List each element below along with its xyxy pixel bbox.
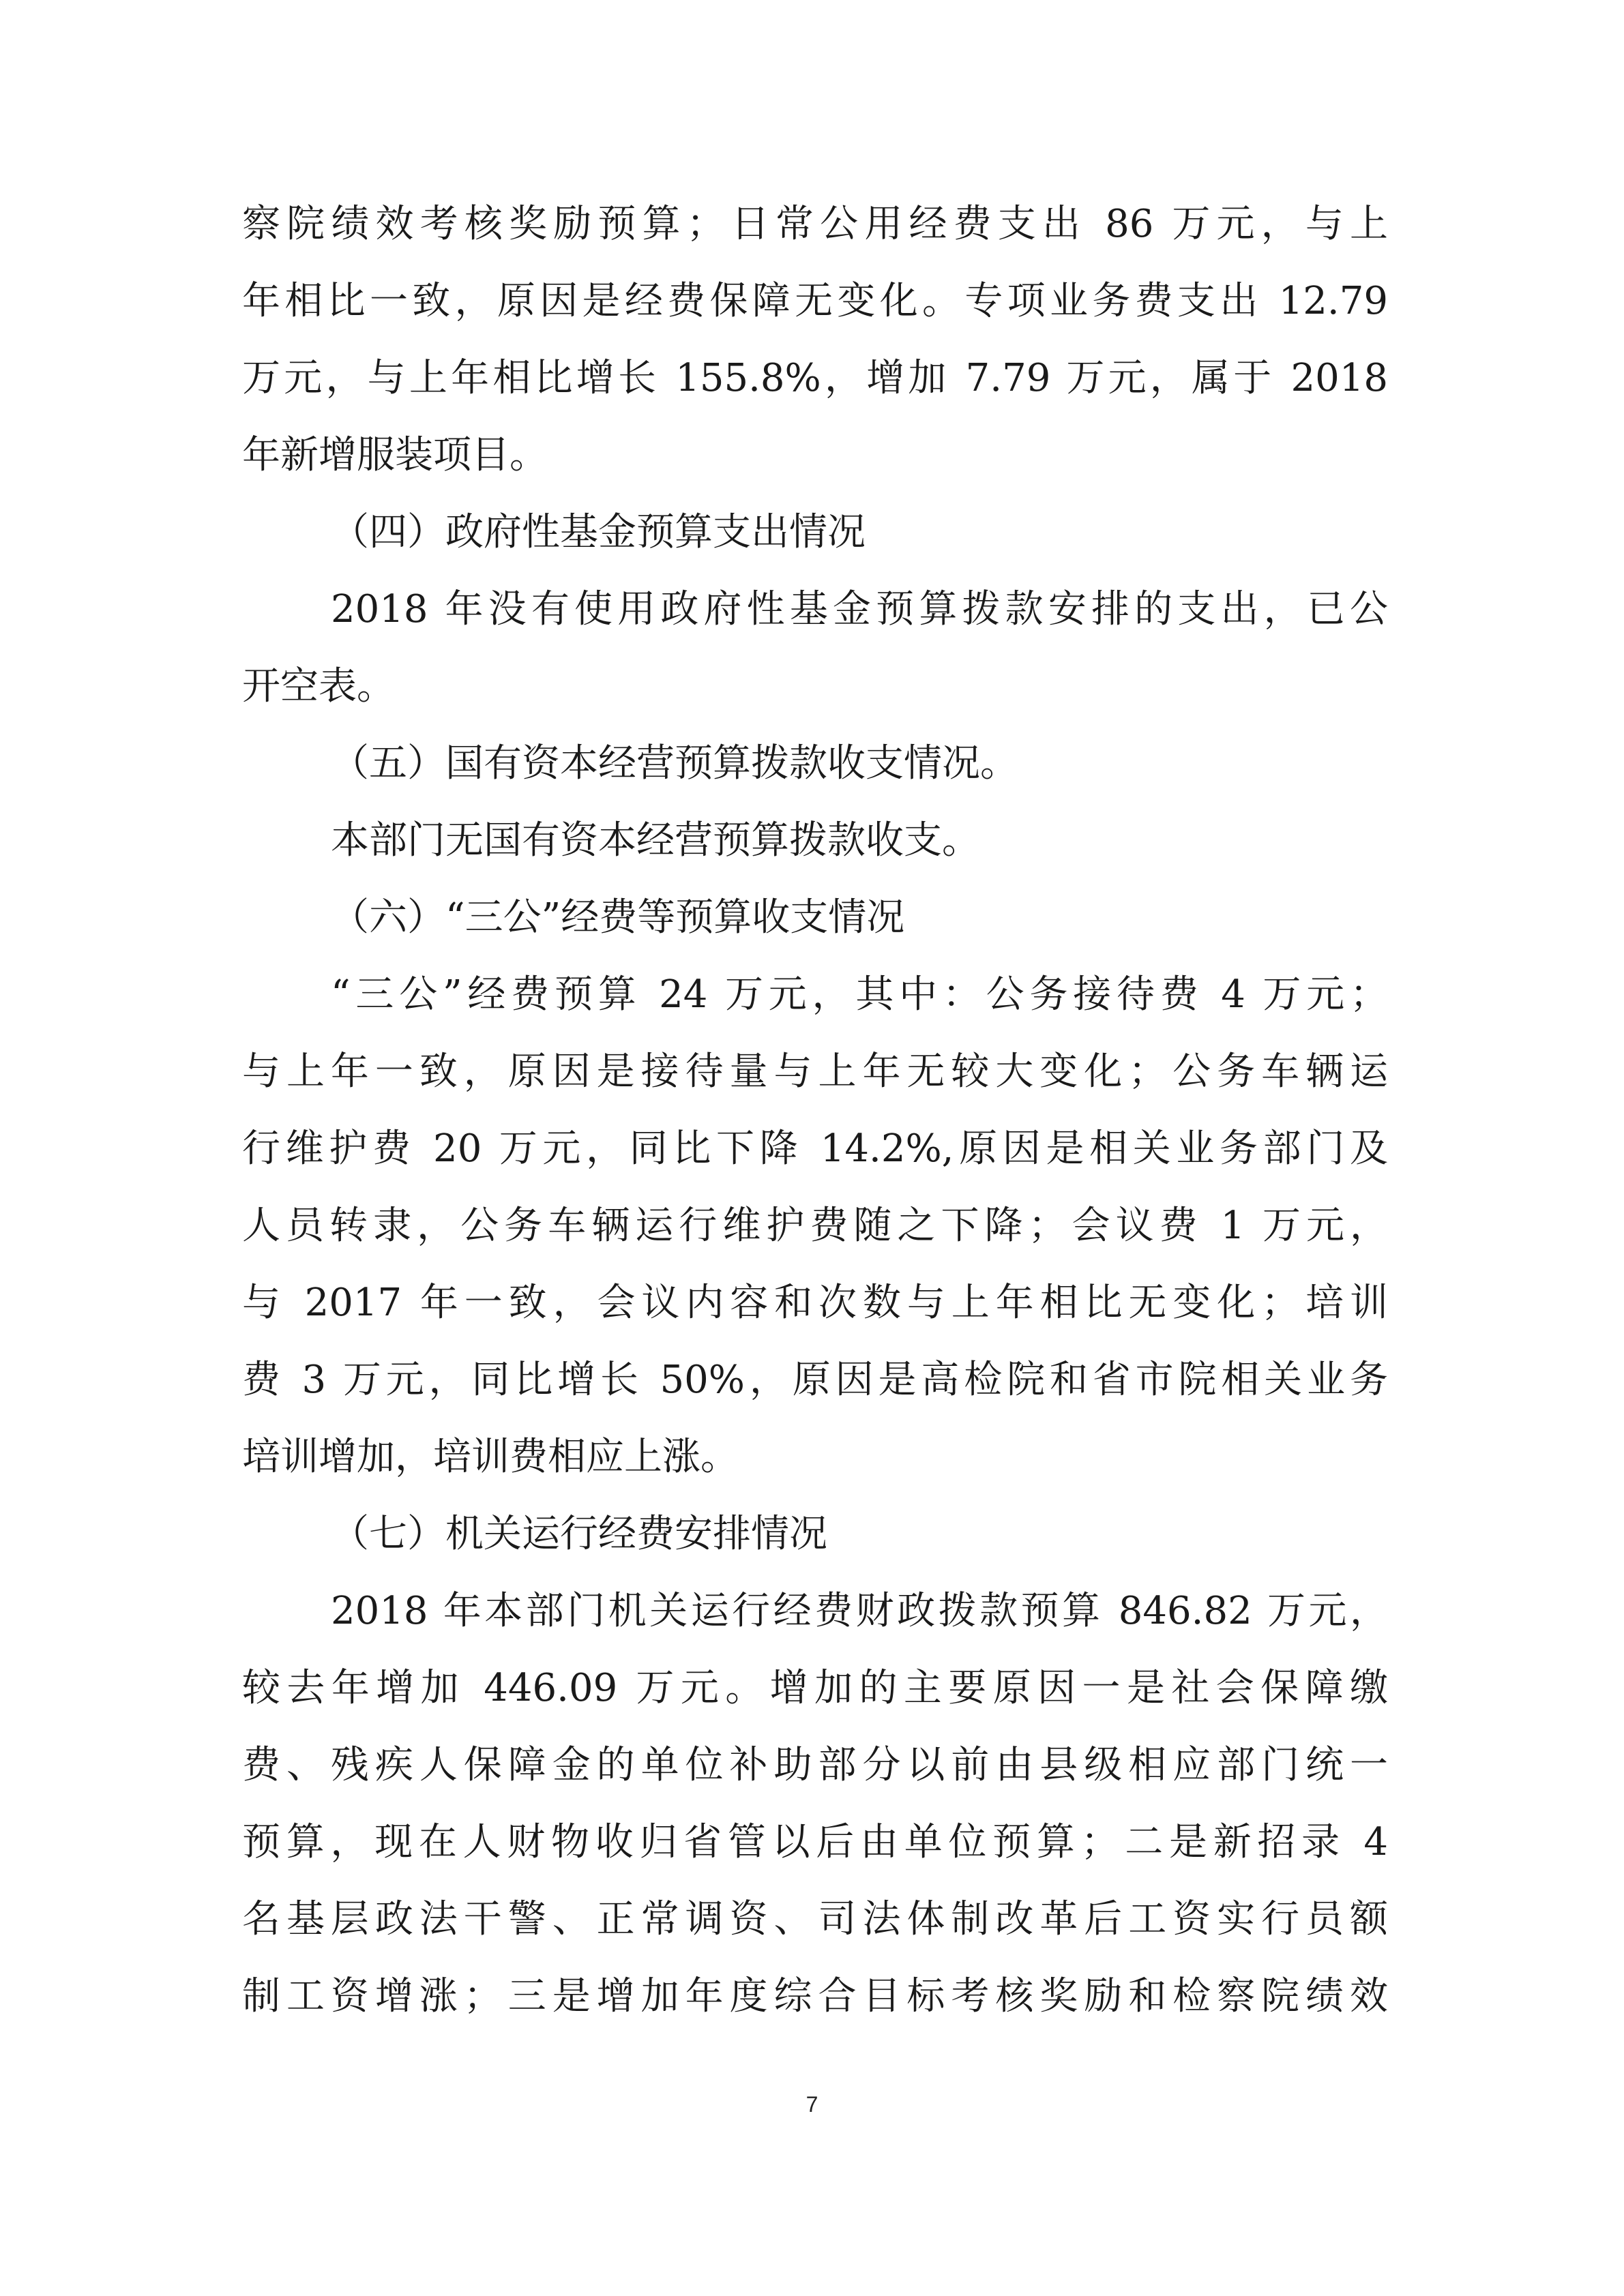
section-heading-7: （七）机关运行经费安排情况 [331,1512,827,1556]
section-heading-5: （五）国有资本经营预算拨款收支情况。 [331,741,1018,786]
text-line: 费 3 万元，同比增长 50%，原因是高检院和省市院相关业务 [242,1358,1388,1402]
text-line: “三公”经费预算 24 万元，其中：公务接待费 4 万元； [331,972,1388,1017]
text-line: 人员转隶，公务车辆运行维护费随之下降；会议费 1 万元， [242,1204,1388,1248]
body-text [242,185,1388,2035]
text-line: 名基层政法干警、正常调资、司法体制改革后工资实行员额 [242,1897,1388,1941]
section-heading-4: （四）政府性基金预算支出情况 [331,510,866,554]
text-line: 本部门无国有资本经营预算拨款收支。 [331,818,980,863]
text-line: 行维护费 20 万元，同比下降 14.2%,原因是相关业务部门及 [242,1127,1388,1171]
text-line: 培训增加，培训费相应上涨。 [242,1435,739,1479]
text-line: 费、残疾人保障金的单位补助部分以前由县级相应部门统一 [242,1743,1388,1787]
text-line: 较去年增加 446.09 万元。增加的主要原因一是社会保障缴 [242,1666,1388,1710]
text-line: 年新增服装项目。 [242,433,548,477]
text-line: 与 2017 年一致，会议内容和次数与上年相比无变化；培训 [242,1281,1388,1325]
text-line: 开空表。 [242,664,395,709]
text-line: 年相比一致，原因是经费保障无变化。专项业务费支出 12.79 [242,279,1388,323]
text-line: 万元，与上年相比增长 155.8%，增加 7.79 万元，属于 2018 [242,356,1388,400]
text-line: 察院绩效考核奖励预算；日常公用经费支出 86 万元，与上 [242,202,1388,246]
text-line: 2018 年没有使用政府性基金预算拨款安排的支出，已公 [331,587,1388,631]
section-heading-6: （六）“三公”经费等预算收支情况 [331,895,905,940]
text-line: 预算，现在人财物收归省管以后由单位预算；二是新招录 4 [242,1820,1388,1864]
text-line: 与上年一致，原因是接待量与上年无较大变化；公务车辆运 [242,1049,1388,1094]
text-line: 2018 年本部门机关运行经费财政拨款预算 846.82 万元， [331,1589,1388,1633]
page-number: 7 [806,2092,818,2117]
text-line: 制工资增涨；三是增加年度综合目标考核奖励和检察院绩效 [242,1974,1388,2018]
